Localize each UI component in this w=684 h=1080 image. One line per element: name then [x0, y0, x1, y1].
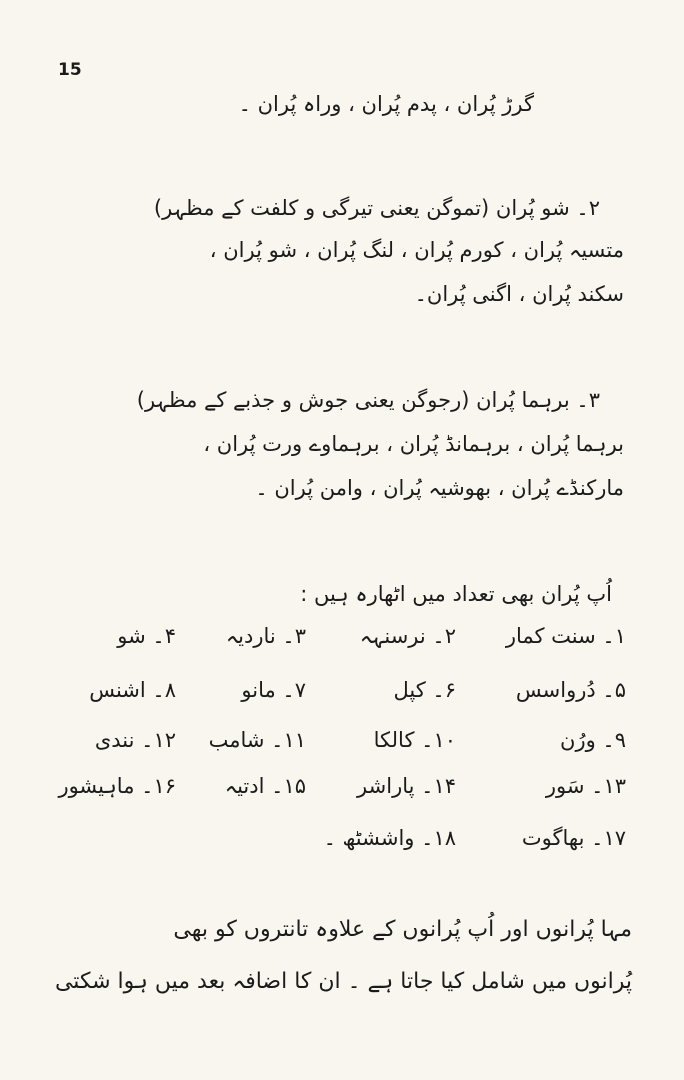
list-item: ۱۳۔ سَور — [545, 774, 626, 798]
list-item: ۱۷۔ بھاگوت — [521, 826, 626, 850]
section3-line2: مارکنڈے پُران ، بھوشیہ پُران ، وامن پُران ۔ — [255, 476, 624, 500]
section2-heading: ۲۔ شو پُران (تموگن یعنی تیرگی و کلفت کے مظہر) — [153, 196, 600, 220]
closing-line2: پُرانوں میں شامل کیا جاتا ہے ۔ ان کا اضافہ بعد میں ہوا شکتی — [54, 969, 632, 994]
list-item: ۳۔ ناردیہ — [225, 624, 306, 648]
closing-line1: مہا پُرانوں اور اُپ پُرانوں کے علاوہ تانتروں کو بھی — [173, 917, 632, 942]
list-item: ۸۔ اشنس — [89, 678, 176, 702]
list-item: ۱۲۔ نندی — [94, 728, 176, 752]
section3-line1: برہما پُران ، برہمانڈ پُران ، برہماوے ورت پُران ، — [203, 432, 624, 456]
section2-line1: متسیہ پُران ، کورم پُران ، لنگ پُران ، شو پُران ، — [209, 238, 624, 262]
list-item: ۱۴۔ پاراشر — [357, 774, 456, 798]
list-row — [58, 772, 626, 806]
list-row — [70, 824, 626, 858]
up-puran-heading: اُپ پُران بھی تعداد میں اٹھارہ ہیں : — [300, 582, 612, 606]
list-row — [70, 726, 626, 760]
page-number: 15 — [58, 60, 82, 80]
list-item: ۶۔ کپل — [393, 678, 456, 702]
list-item: ۱۶۔ ماہیشور — [58, 774, 176, 798]
list-item: ۵۔ دُرواسس — [515, 678, 626, 702]
list-item: ۱۸۔ واششٹھ ۔ — [323, 826, 456, 850]
list-item: ۲۔ نرسنہہ — [359, 624, 456, 648]
section2-line2: سکند پُران ، اگنی پُران۔ — [414, 282, 624, 306]
list-item: ۱۰۔ کالکا — [373, 728, 456, 752]
list-item: ۱۔ سنت کمار — [505, 624, 626, 648]
list-row — [70, 622, 626, 656]
list-item: ۱۱۔ شامب — [208, 728, 306, 752]
section3-heading: ۳۔ برہما پُران (رجوگن یعنی جوش و جذبے کے مظہر) — [136, 388, 600, 412]
list-item: ۹۔ ورُن — [560, 728, 626, 752]
top-line: گرڑ پُران ، پدم پُران ، وراہ پُران ۔ — [238, 92, 534, 116]
list-row — [70, 676, 626, 710]
list-item: ۷۔ مانو — [241, 678, 306, 702]
list-item: ۱۵۔ ادتیہ — [224, 774, 306, 798]
list-item: ۴۔ شو — [117, 624, 176, 648]
